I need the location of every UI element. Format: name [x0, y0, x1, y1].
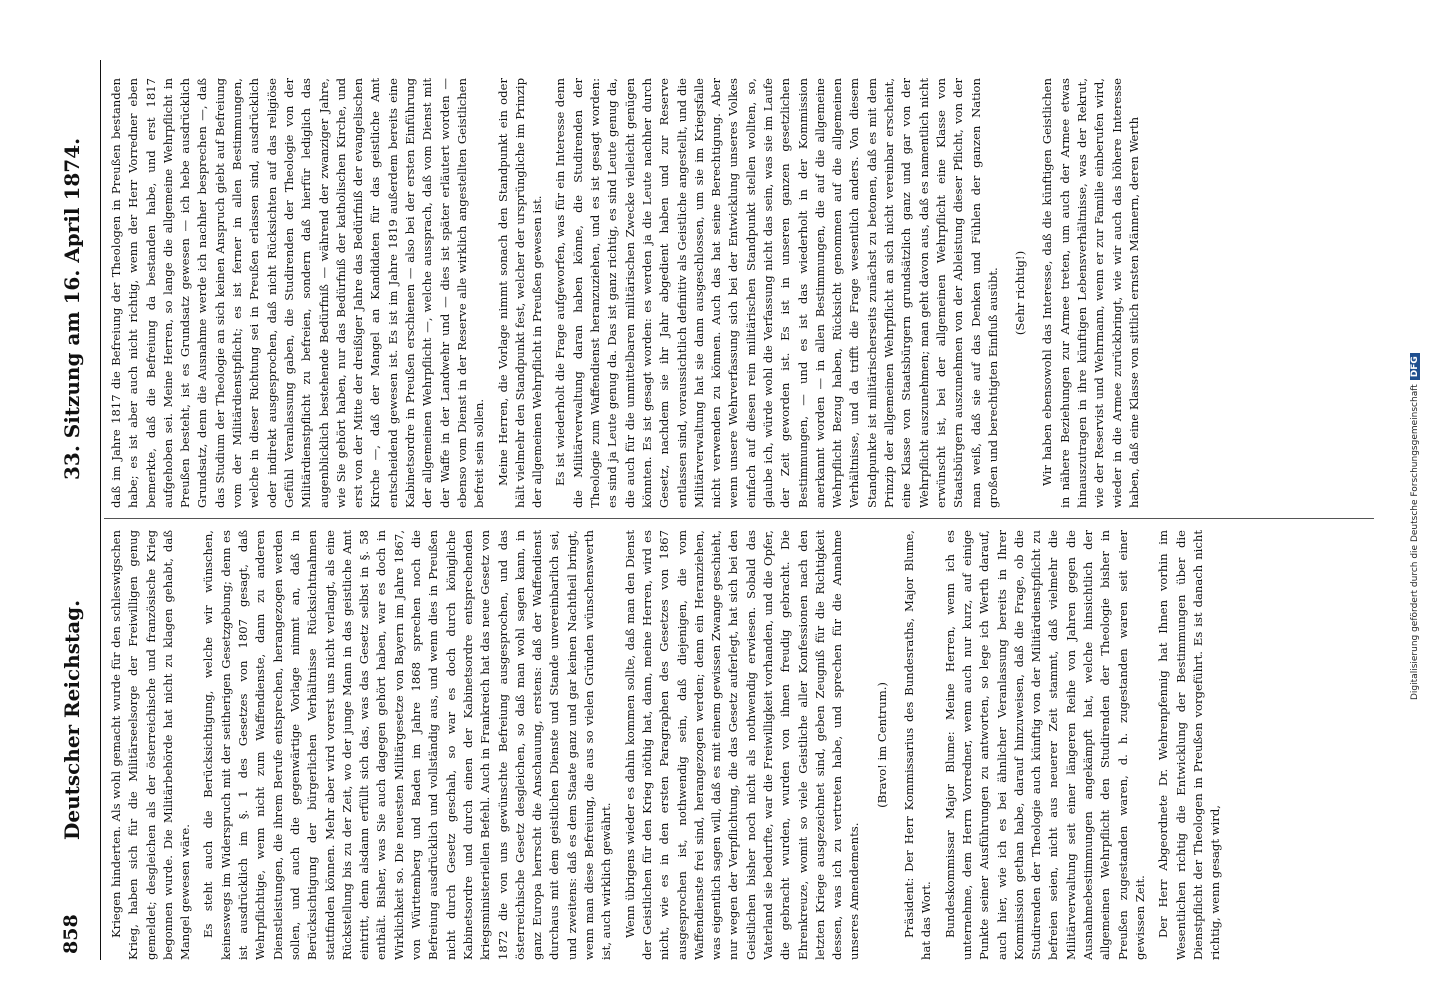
paragraph: Es ist wiederholt die Frage aufgeworfen, was für ein Interesse denn die Militärverwaltung daran haben könne, die Studirenden der Theologie zum Waffendienst heranzuziehen, und es ist gesagt worden: es sind ja Leute genug da. Das ist ganz richtig, es sind Leute genug da, die auch für die unmittelbaren militärischen Zwecke vielleicht genügen könnten. Es ist gesagt worden: es werden ja die Leute nachher durch Gesetz, nachdem sie ihr Jahr abgedient haben und zur Reserve entlassen sind, voraussichtlich definitiv als Geistliche angestellt, und die Militärverwaltung hat sie dann ausgeschlossen, um sie im Kriegsfalle nicht verwenden zu können. Auch das hat seine Berechtigung. Aber wenn unsere Wehrverfassung sich bei der Entwicklung unseres Volkes einfach auf diesen rein militärischen Standpunkt stellen wollten, so, glaube ich, würde wohl die Verfassung nicht das sein, was sie im Laufe der Zeit geworden ist. Es ist in unseren ganzen gesetzlichen Bestimmungen, — und es ist das wiederholt in der Kommission anerkannt worden — in allen Bestimmungen, die auf die allgemeine Wehrpflicht Bezug haben, Rücksicht genommen auf die allgemeinen Verhältnisse, und da trifft die Frage wesentlich anders. Von diesem Standpunkte ist militärischerseits zunächst zu betonen, daß es mit dem Prinzip der allgemeinen Wehrpflicht an sich nicht vereinbar erscheint, eine Klasse von Staatsbürgern grundsätzlich ganz und gar von der Wehrpflicht auszunehmen; man geht davon aus, daß es namentlich nicht erwünscht ist, bei der allgemeinen Wehrpflicht eine Klasse von Staatsbürgern auszunehmen von der Ableistung dieser Pflicht, von der man weiß, daß sie auf das Denken und Fühlen der ganzen Nation großen und berechtigten Einfluß ausübt.	[553, 78, 1000, 508]
speaker-paragraph: Bundeskommissar Major Blume: Meine Herren, wenn ich es unternehme, dem Herrn Vorredner, wenn auch nur kurz, auf einige Punkte seiner Ausführungen zu antworten, so lege ich Werth darauf, auch hier, wie ich es bei ähnlicher Veranlassung bereits in Ihrer Kommission gethan habe, darauf hinzuweisen, daß die Frage, ob die Studirenden der Theologie auch künftig von der Militärdienstpflicht zu befreien seien, nicht aus neuerer Zeit stammt, daß vielmehr die Militärverwaltung seit einer längeren Reihe von Jahren gegen die Ausnahmebestimmungen angekämpft hat, welche hinsichtlich der allgemeinen Wehrpflicht den Studirenden der Theologie bisher in Preußen zugestanden waren, d. h. zugestanden waren seit einer gewissen Zeit.	[942, 530, 1147, 960]
page-header	[50, 60, 101, 960]
text-column-right	[108, 78, 1378, 508]
paragraph: daß im Jahre 1817 die Befreiung der Theologen in Preußen bestanden habe; es ist aber auch nicht richtig, wenn der Herr Vorredner eben bemerkte, daß die Befreiung da bestanden habe, und erst 1817 aufgehoben sei. Meine Herren, so lange die allgemeine Wehrpflicht in Preußen besteht, ist es Grundsatz gewesen — ich hebe ausdrücklich Grundsatz, denn die Ausnahme werde ich nachher besprechen —, daß das Studium der Theologie an sich keinen Anspruch giebt auf Befreiung vom der Militärdienstpflicht; es ist ferner in allen Bestimmungen, welche in dieser Richtung sei in Preußen erlassen sind, ausdrücklich oder indirekt ausgesprochen, daß nicht Rücksichten auf das religiöse Gefühl Veranlassung gaben, die Studirenden der Theologie von der Militärdienstpflicht zu befreien, sondern daß hierfür lediglich das augenblicklich bestehende Bedürfniß — während der zwanziger Jahre, wie Sie gehört haben, nur das Bedürfniß der katholischen Kirche, und erst von der Mitte der dreißiger Jahre das Bedürfniß der evangelischen Kirche —, daß der Mangel an Kandidaten für das geistliche Amt entscheidend gewesen ist. Es ist im Jahre 1819 außerdem bereits eine Kabinetsordre in Preußen erschienen — also bei der ersten Einführung der allgemeinen Wehrpflicht —, welche aussprach, daß vom Dienst mit der Waffe in der Landwehr und — dies ist später erläutert worden — ebenso vom Dienst in der Reserve alle wirklich angestellten Geistlichen befreit sein sollen.	[109, 78, 487, 508]
paragraph: Wenn übrigens wieder es dahin kommen sollte, daß man den Dienst der Geistlichen für den Krieg nöthig hat, dann, meine Herren, wird es nicht, wie es in den ersten Paragraphen des Gesetzes von 1867 ausgesprochen ist, nothwendig sein, daß diejenigen, die vom Waffendienste frei sind, herangezogen werden; denn ein Heranziehen, was eigentlich sagen will, daß es mit einem gewissen Zwange geschieht, nur wegen der Verpflichtung, die das Gesetz auferlegt, hat sich bei den Geistlichen bisher noch nicht als nothwendig erwiesen. Sobald das Vaterland sie bedurfte, war die Freiwilligkeit vorhanden, und die Opfer, die gebracht wurden, wurden von ihnen freudig gebracht. Die Ehrenkreuze, womit so viele Geistliche aller Konfessionen nach den letzten Kriege ausgezeichnet sind, geben Zeugniß für die Richtigkeit dessen, was ich zu vertreten habe, und sprechen für die Annahme unseres Amendements.	[622, 530, 862, 960]
paragraph: Es steht auch die Berücksichtigung, welche wir wünschen, keineswegs im Widerspruch mit der seitherigen Gesetzgebung; denn es ist ausdrücklich im §. 1 des Gesetzes von 1807 gesagt, daß Wehrpflichtige, wenn nicht zum Waffendienste, dann zu anderen Dienstleistungen, die ihrem Berufe entsprechen, herangezogen werden sollen, und auch die gegenwärtige Vorlage nimmt an, daß in Berücksichtigung der bürgerlichen Verhältnisse Rücksichtnahmen stattfinden können. Mehr aber wird vorerst uns nicht verlangt, als eine Rückstellung bis zu der Zeit, wo der junge Mann in das geistliche Amt eintritt, denn alsdann erfüllt sich das, was das Gesetz selbst in §. 58 enthält. Bisher, was Sie auch dagegen gehört haben, war es doch in Wirklichkeit so. Die neuesten Militärgesetze von Bayern im Jahre 1867, von Württemberg und Baden im Jahre 1868 sprechen noch die Befreiung ausdrücklich und vollständig aus, und wenn dies in Preußen nicht durch Gesetz geschah, so war es doch durch königliche Kabinetsordre und durch einen der Kabinetsordre entsprechenden kriegsministeriellen Befehl. Auch in Frankreich hat das neue Gesetz von 1872 die von uns gewünschte Befreiung ausgesprochen, und das österreichische Gesetz desgleichen, so daß man wohl sagen kann, in ganz Europa herrscht die Anschauung, erstens: daß der Waffendienst durchaus mit dem geistlichen Dienste und Stande unvereinbarlich sei, und zweitens: daß es dem Staate ganz und gar keinen Nachtheil bringt, wenn man diese Befreiung, die aus so vielen Gründen wünschenswerth ist, auch wirklich gewährt.	[201, 530, 614, 960]
credit-text: Digitalisierung gefördert durch die Deutsche Forschungsgemeinschaft	[1410, 384, 1420, 700]
interjection: (Bravo! im Centrum.)	[874, 682, 889, 808]
scanned-page	[50, 60, 1390, 960]
interjection: (Sehr richtig!)	[1013, 250, 1028, 336]
paragraph: Der Herr Abgeordnete Dr. Wehrenpfennig hat Ihnen vorhin im Wesentlichen richtig die Entwicklung der Bestimmungen über die Dienstpflicht der Theologen in Preußen vorgeführt. Es ist danach nicht richtig, wenn gesagt wird,	[1156, 530, 1223, 960]
column-divider	[104, 518, 1374, 519]
paragraph: Meine Herren, die Vorlage nimmt sonach den Standpunkt ein oder hält vielmehr den Standpunkt fest, welcher der ursprüngliche im Prinzip der allgemeinen Wehrpflicht in Preußen gewesen ist.	[495, 78, 545, 508]
header-title-right: 33. Sitzung am 16. April 1874.	[60, 137, 84, 480]
header-title-left: Deutscher Reichstag.	[60, 599, 84, 840]
paragraph: Wir haben ebensowohl das Interesse, daß die künftigen Geistlichen in nähere Beziehungen zur Armee treten, um auch der Armee etwas hinauszutragen in ihre künftigen Lebensverhältnisse, was der Rekrut, wie der Reservist und Wehrmann, wenn er zur Familie einberufen wird, wieder in die Armee zurückbringt, wie wir auch das höhere Interesse haben, daß eine Klasse von sittlich ernsten Männern, deren Werth	[1040, 78, 1141, 508]
text-column-left	[108, 530, 1378, 960]
speaker-paragraph: Präsident: Der Herr Kommissarius des Bundesraths, Major Blume, hat das Wort.	[902, 530, 934, 960]
paragraph: Kriegen hinderten. Als wohl gemacht wurde für den schleswigschen Krieg, haben sich für die Militärseelsorge der Freiwilligen genug gemeldet; desgleichen als der österreichische und französische Krieg begonnen wurde. Die Militärbehörde hat nicht zu klagen gehabt, daß Mangel gewesen wäre.	[109, 530, 193, 960]
dfg-logo: DFG	[1410, 353, 1420, 380]
page-number: 858	[60, 914, 82, 954]
digitization-credit	[1410, 353, 1420, 700]
